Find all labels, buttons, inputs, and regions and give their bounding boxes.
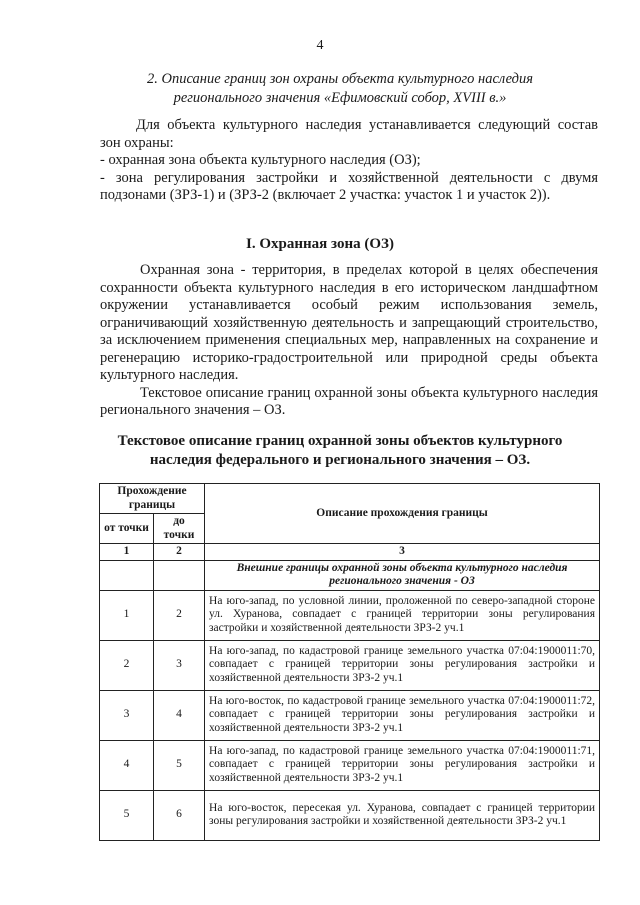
from-point: 3: [100, 690, 154, 740]
column-number: 2: [154, 544, 205, 561]
column-number-row: [100, 544, 600, 561]
table-row: [100, 740, 600, 790]
table-row: [100, 690, 600, 740]
column-number: 3: [205, 544, 600, 561]
boundary-description: На юго-запад, по условной линии, проложенной по северо-западной стороне ул. Хуранова, совпадает с границей территории зоны регулирования застройки и хозяйственной деятельности ЗРЗ-2 уч.1: [205, 590, 600, 640]
zone-caption: Внешние границы охранной зоны объекта культурного наследия регионального значения - ОЗ: [205, 560, 600, 590]
boundary-description: На юго-запад, по кадастровой границе земельного участка 07:04:1900011:70, совпадает с границей территории зоны регулирования застройки и хозяйственной деятельности ЗРЗ-2 уч.1: [205, 640, 600, 690]
section-heading-line-1: 2. Описание границ зон охраны объекта культурного наследия: [147, 71, 533, 87]
from-header: от точки: [100, 514, 154, 544]
empty-cell: [154, 560, 205, 590]
table-row: [100, 790, 600, 840]
to-point: 2: [154, 590, 205, 640]
to-point: 4: [154, 690, 205, 740]
section-heading-line-2: регионального значения «Ефимовский собор, XVIII в.»: [173, 90, 507, 106]
body-paragraph: Охранная зона - территория, в пределах которой в целях обеспечения сохранности объекта культурного наследия в его историческом ландшафтном окружении устанавливается особый режим использования земель, ограничивающий хозяйственную деятельность и запрещающий строительство, за исключением применения специальных мер, направленных на сохранение и регенерацию историко-градостроительной или природной среды объекта культурного наследия.: [100, 262, 598, 383]
body-paragraph: Текстовое описание границ охранной зоны объекта культурного наследия регионального значения – ОЗ.: [100, 384, 598, 418]
section-heading: [110, 70, 570, 108]
zone-caption-row: [100, 560, 600, 590]
boundary-description: На юго-запад, по кадастровой границе земельного участка 07:04:1900011:71, совпадает с границей территории зоны регулирования застройки и хозяйственной деятельности ЗРЗ-2 уч.1: [205, 740, 600, 790]
table-row: [100, 590, 600, 640]
intro-block: [100, 117, 598, 205]
intro-lead: Для объекта культурного наследия устанавливается следующий состав зон охраны:: [100, 117, 598, 151]
table-title: [90, 432, 590, 470]
table-row: [100, 640, 600, 690]
boundary-description: На юго-восток, по кадастровой границе земельного участка 07:04:1900011:72, совпадает с границей территории зоны регулирования застройки и хозяйственной деятельности ЗРЗ-2 уч.1: [205, 690, 600, 740]
body-text: [100, 262, 598, 420]
table-title-line-2: наследия федерального и регионального значения – ОЗ.: [149, 452, 531, 468]
from-point: 5: [100, 790, 154, 840]
to-header: до точки: [154, 514, 205, 544]
boundary-table: [99, 483, 600, 841]
table-header-row: [100, 484, 600, 514]
subheading: I. Охранная зона (ОЗ): [246, 236, 394, 252]
group-header: Прохождение границы: [100, 484, 205, 514]
to-point: 6: [154, 790, 205, 840]
to-point: 3: [154, 640, 205, 690]
empty-cell: [100, 560, 154, 590]
to-point: 5: [154, 740, 205, 790]
table-title-line-1: Текстовое описание границ охранной зоны объектов культурного: [117, 433, 563, 449]
desc-header: Описание прохождения границы: [205, 484, 600, 544]
column-number: 1: [100, 544, 154, 561]
intro-item: - зона регулирования застройки и хозяйственной деятельности с двумя подзонами (ЗРЗ-1) и (ЗРЗ-2 (включает 2 участка: участок 1 и участок 2)).: [100, 169, 598, 203]
boundary-description: На юго-восток, пересекая ул. Хуранова, совпадает с границей территории зоны регулирования застройки и хозяйственной деятельности ЗРЗ-2 уч.1: [205, 790, 600, 840]
from-point: 4: [100, 740, 154, 790]
from-point: 1: [100, 590, 154, 640]
intro-item: - охранная зона объекта культурного наследия (ОЗ);: [100, 152, 421, 168]
page-number: 4: [316, 38, 324, 53]
from-point: 2: [100, 640, 154, 690]
